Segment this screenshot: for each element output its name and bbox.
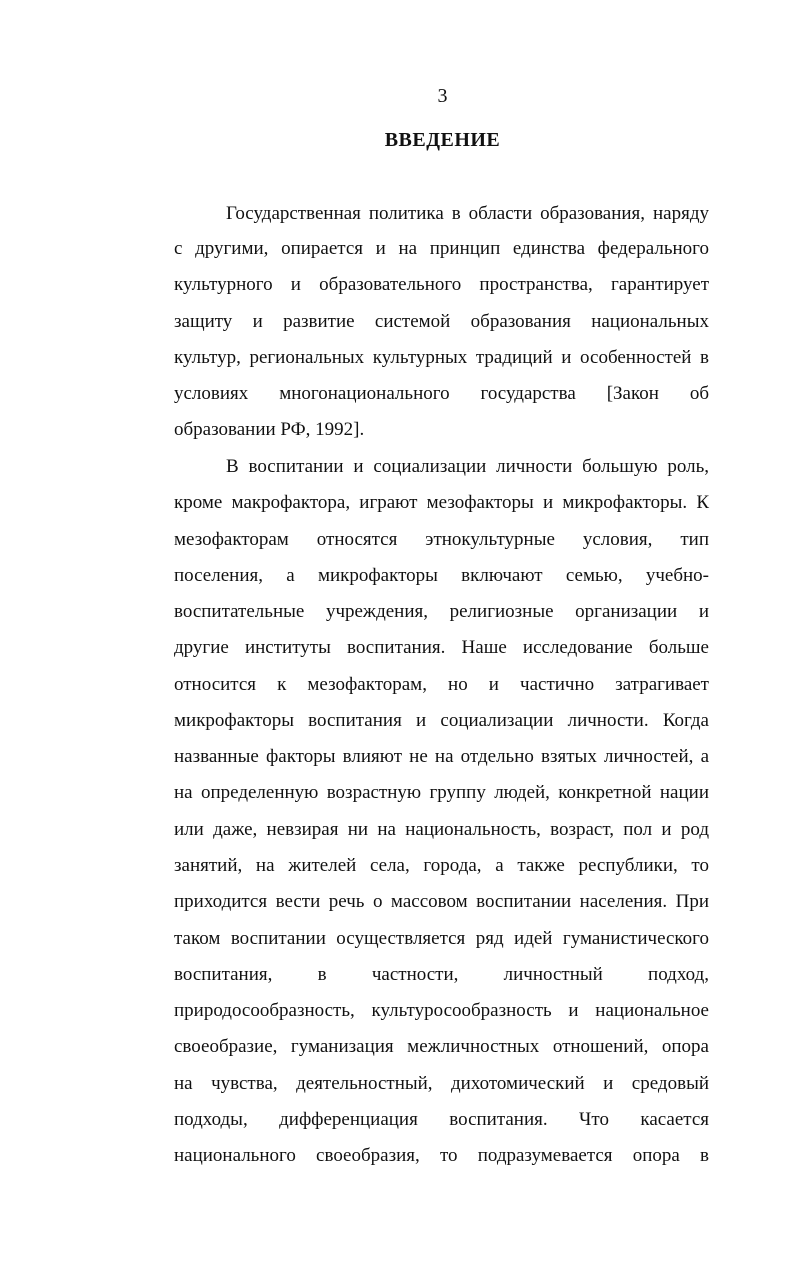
text-line: на определенную возрастную группу людей, конкретной нации [174, 782, 709, 803]
text-line: мезофакторам относятся этнокультурные условия, тип [174, 529, 709, 550]
text-line: на чувства, деятельностный, дихотомический и средовый [174, 1073, 709, 1094]
text-line: Государственная политика в области образования, наряду [226, 203, 709, 224]
text-line: относится к мезофакторам, но и частично затрагивает [174, 674, 709, 695]
section-heading: ВВЕДЕНИЕ [384, 129, 501, 151]
text-line: защиту и развитие системой образования национальных [174, 311, 709, 332]
text-line: другие институты воспитания. Наше исследование больше [174, 637, 709, 658]
text-line: таком воспитании осуществляется ряд идей гуманистического [174, 928, 709, 949]
text-line: занятий, на жителей села, города, а также республики, то [174, 855, 709, 876]
text-line: подходы, дифференциация воспитания. Что касается [174, 1109, 709, 1130]
text-line: приходится вести речь о массовом воспитании населения. При [174, 891, 709, 912]
text-line: с другими, опирается и на принцип единства федерального [174, 238, 709, 259]
text-line: поселения, а микрофакторы включают семью, учебно- [174, 565, 709, 586]
text-line: кроме макрофактора, играют мезофакторы и микрофакторы. К [174, 492, 709, 513]
text-line: образовании РФ, 1992]. [174, 419, 365, 440]
text-line: культур, региональных культурных традиций и особенностей в [174, 347, 709, 368]
text-line: воспитательные учреждения, религиозные организации и [174, 601, 709, 622]
text-line: микрофакторы воспитания и социализации личности. Когда [174, 710, 709, 731]
text-line: своеобразие, гуманизация межличностных отношений, опора [174, 1036, 709, 1057]
text-line: культурного и образовательного пространства, гарантирует [174, 274, 709, 295]
page-number: 3 [437, 85, 448, 107]
text-line: названные факторы влияют не на отдельно взятых личностей, а [174, 746, 709, 767]
text-line: национального своеобразия, то подразумевается опора в [174, 1145, 709, 1166]
text-line: природосообразность, культуросообразность и национальное [174, 1000, 709, 1021]
text-line: или даже, невзирая ни на национальность, возраст, пол и род [174, 819, 709, 840]
text-line: воспитания, в частности, личностный подход, [174, 964, 709, 985]
text-line: В воспитании и социализации личности большую роль, [226, 456, 709, 477]
text-line: условиях многонационального государства [Закон об [174, 383, 709, 404]
